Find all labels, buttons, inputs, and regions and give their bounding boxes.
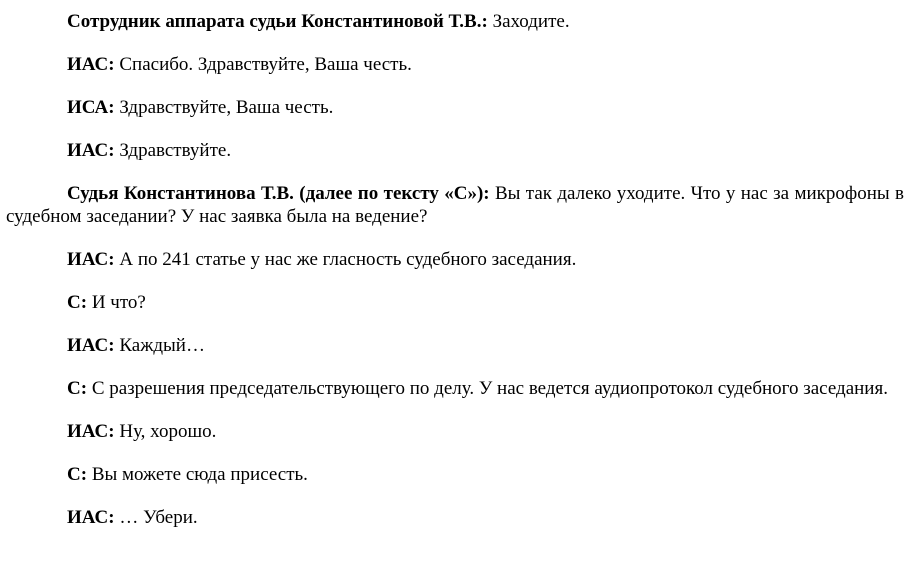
transcript-paragraph bbox=[6, 10, 904, 33]
utterance-text: Заходите. bbox=[487, 11, 570, 32]
speaker-label: ИСА: bbox=[67, 97, 115, 118]
transcript-paragraph bbox=[6, 96, 904, 119]
utterance-text: Здравствуйте, Ваша честь. bbox=[114, 97, 334, 118]
speaker-label: ИАС: bbox=[67, 54, 115, 75]
utterance-text: … Убери. bbox=[114, 507, 198, 528]
transcript-paragraph bbox=[6, 463, 904, 486]
utterance-text: И что? bbox=[87, 292, 146, 313]
speaker-label: С: bbox=[67, 378, 88, 399]
transcript-paragraph bbox=[6, 291, 904, 314]
speaker-label: ИАС: bbox=[67, 335, 115, 356]
utterance-text: Вы можете сюда присесть. bbox=[87, 464, 308, 485]
speaker-label: ИАС: bbox=[67, 421, 115, 442]
speaker-label: С: bbox=[67, 464, 88, 485]
transcript-paragraph bbox=[6, 182, 904, 228]
transcript-paragraph bbox=[6, 139, 904, 162]
transcript-paragraph bbox=[6, 334, 904, 357]
utterance-text: Ну, хорошо. bbox=[114, 421, 217, 442]
speaker-label: ИАС: bbox=[67, 249, 115, 270]
utterance-text: Вы так далеко уходите. Что у нас за микрофоны в судебном заседании? У нас заявка была на ведение? bbox=[6, 183, 904, 227]
transcript-paragraph bbox=[6, 248, 904, 271]
transcript-paragraph bbox=[6, 420, 904, 443]
speaker-label: Судья Константинова Т.В. (далее по тексту «С»): bbox=[67, 183, 490, 204]
utterance-text: С разрешения председательствующего по делу. У нас ведется аудиопротокол судебного заседания. bbox=[87, 378, 888, 399]
transcript-paragraph bbox=[6, 53, 904, 76]
transcript-paragraph bbox=[6, 377, 904, 400]
utterance-text: Спасибо. Здравствуйте, Ваша честь. bbox=[114, 54, 412, 75]
speaker-label: С: bbox=[67, 292, 88, 313]
utterance-text: Каждый… bbox=[114, 335, 205, 356]
speaker-label: ИАС: bbox=[67, 507, 115, 528]
transcript-paragraph bbox=[6, 506, 904, 529]
speaker-label: ИАС: bbox=[67, 140, 115, 161]
utterance-text: Здравствуйте. bbox=[114, 140, 232, 161]
speaker-label: Сотрудник аппарата судьи Константиновой Т.В.: bbox=[67, 11, 488, 32]
utterance-text: А по 241 статье у нас же гласность судебного заседания. bbox=[114, 249, 577, 270]
